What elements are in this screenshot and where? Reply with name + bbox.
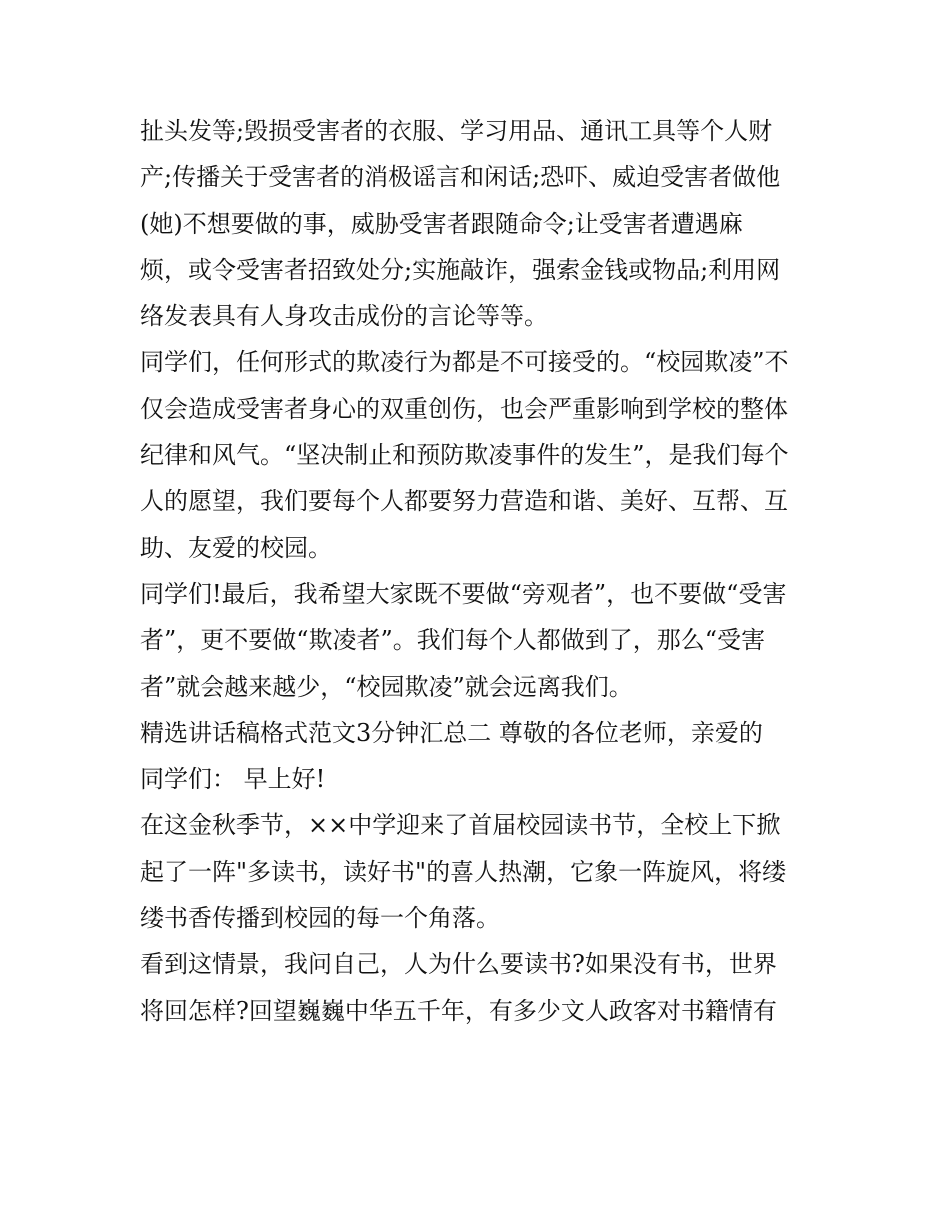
text-line: 者”就会越来越少，“校园欺凌”就会远离我们。 <box>140 672 633 701</box>
text-line: 助、友爱的校园。 <box>140 533 332 562</box>
text-line: 同学们，任何形式的欺凌行为都是不可接受的。“校园欺凌”不 <box>140 348 789 377</box>
text-line: 在这金秋季节，××中学迎来了首届校园读书节，全校上下掀 <box>140 811 781 840</box>
text-line: 者”，更不要做“欺凌者”。我们每个人都做到了，那么“受害 <box>140 626 766 655</box>
text-line: 起了一阵"多读书，读好书"的喜人热潮，它象一阵旋风，将缕 <box>140 857 787 886</box>
text-line: 看到这情景，我问自己，人为什么要读书?如果没有书，世界 <box>140 950 777 979</box>
text-line: 缕书香传播到校园的每一个角落。 <box>140 904 500 933</box>
text-line: 纪律和风气。“坚决制止和预防欺凌事件的发生”，是我们每个 <box>140 441 789 470</box>
text-line: 人的愿望，我们要每个人都要努力营造和谐、美好、互帮、互 <box>140 487 788 516</box>
text-line: (她)不想要做的事，威胁受害者跟随命令;让受害者遭遇麻 <box>140 209 743 238</box>
document-body <box>140 108 830 1034</box>
text-line: 烦，或令受害者招致处分;实施敲诈，强索金钱或物品;利用网 <box>140 255 781 284</box>
text-line: 扯头发等;毁损受害者的衣服、学习用品、通讯工具等个人财 <box>140 117 773 145</box>
text-line: 精选讲话稿格式范文3分钟汇总二 尊敬的各位老师，亲爱的 <box>140 718 763 747</box>
text-line: 将回怎样?回望巍巍中华五千年，有多少文人政客对书籍情有 <box>140 996 777 1025</box>
text-line: 同学们!最后，我希望大家既不要做“旁观者”，也不要做“受害 <box>140 579 787 608</box>
text-line: 产;传播关于受害者的消极谣言和闲话;恐吓、威迫受害者做他 <box>140 163 781 192</box>
text-line: 络发表具有人身攻击成份的言论等等。 <box>140 302 548 331</box>
text-line: 同学们： 早上好! <box>140 765 326 794</box>
text-line: 仅会造成受害者身心的双重创伤，也会严重影响到学校的整体 <box>140 394 788 423</box>
